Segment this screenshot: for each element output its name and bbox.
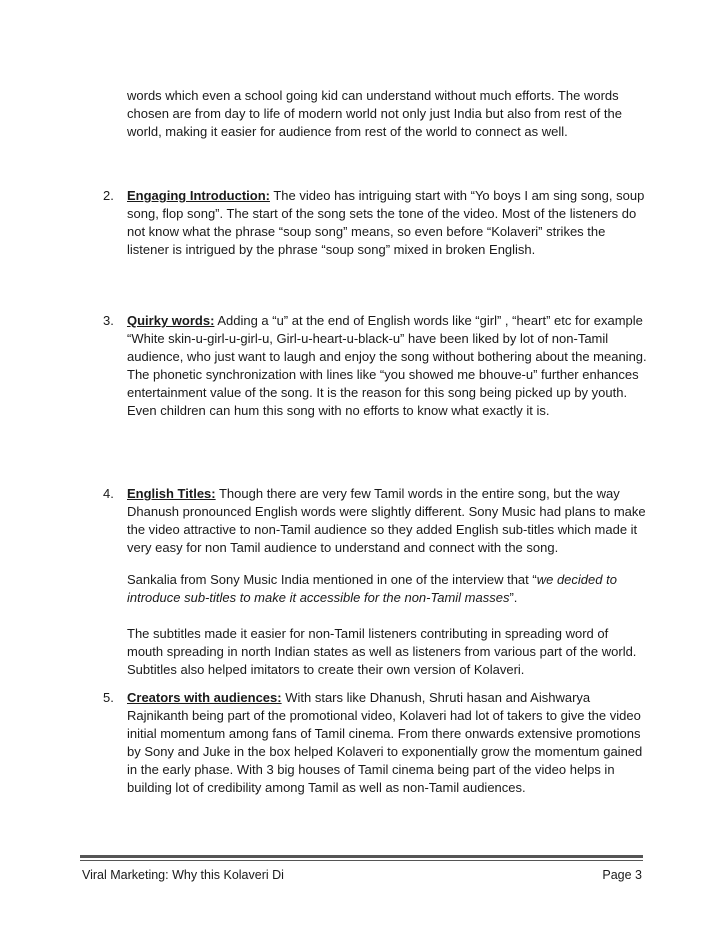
quote-lead: Sankalia from Sony Music India mentioned in one of the interview that “ <box>127 572 537 587</box>
item-heading: English Titles: <box>127 486 216 501</box>
list-number: 3. <box>103 313 114 328</box>
list-item-body <box>127 312 647 420</box>
item-text: Though there are very few Tamil words in the entire song, but the way Dhanush pronounced English words were slightly different. Sony Music had plans to make the video attractive to non-Tamil audience so they added English sub-titles which made it very easy for non Tamil audience to understand and connect with the song. <box>127 486 646 555</box>
list-item-body <box>127 689 647 797</box>
item-heading: Creators with audiences: <box>127 690 282 705</box>
item-text: Adding a “u” at the end of English words like “girl” , “heart” etc for example “White skin-u-girl-u-girl-u, Girl-u-heart-u-black-u” have been liked by lot of non-Tamil audience, who just want to laugh and enjoy the song without bothering about the meaning. The phonetic synchronization with lines like “you showed me bhouve-u” further enhances entertainment value of the song. It is the reason for this song being picked up by youth. Even children can hum this song with no efforts to know what exactly it is. <box>127 313 647 418</box>
item-heading: Quirky words: <box>127 313 215 328</box>
list-number: 4. <box>103 486 114 501</box>
list-item-body <box>127 485 647 557</box>
footer-title: Viral Marketing: Why this Kolaveri Di <box>82 868 284 882</box>
list-number: 2. <box>103 188 114 203</box>
list-item-body <box>127 187 647 259</box>
footer-divider-thin <box>80 860 643 861</box>
footer-page-number: Page 3 <box>602 868 642 882</box>
quote-end: ”. <box>509 590 518 605</box>
item-paragraph-subtitles: The subtitles made it easier for non-Tamil listeners contributing in spreading word of mouth spreading in north Indian states as well as listeners from various part of the world. Subtitles also helped imitators to create their own version of Kolaveri. <box>127 626 637 677</box>
intro-paragraph: words which even a school going kid can understand without much efforts. The words chosen are from day to life of modern world not only just India but also from rest of the world, making it easier for audience from rest of the world to connect as well. <box>127 88 622 139</box>
footer-divider-thick <box>80 855 643 858</box>
item-heading: Engaging Introduction: <box>127 188 270 203</box>
quote-italic: we decided to introduce sub-titles to make it accessible for the non-Tamil masses <box>127 572 617 605</box>
list-number: 5. <box>103 690 114 705</box>
item-text: The video has intriguing start with “Yo boys I am sing song, soup song, flop song”. The start of the song sets the tone of the video. Most of the listeners do not know what the phrase “soup song” means, so even before “Kolaveri” strikes the listener is intrigued by the phrase “soup song” mixed in broken English. <box>127 188 645 257</box>
item-text: With stars like Dhanush, Shruti hasan and Aishwarya Rajnikanth being part of the promotional video, Kolaveri had lot of takers to give the video initial momentum among fans of Tamil cinema. From there onwards extensive promotions by Sony and Juke in the box helped Kolaveri to exponentially grow the momentum gained in the early phase. With 3 big houses of Tamil cinema being part of the video helps in building lot of credibility among Tamil as well as non-Tamil audiences. <box>127 690 643 795</box>
item-paragraph-quote <box>127 571 647 607</box>
